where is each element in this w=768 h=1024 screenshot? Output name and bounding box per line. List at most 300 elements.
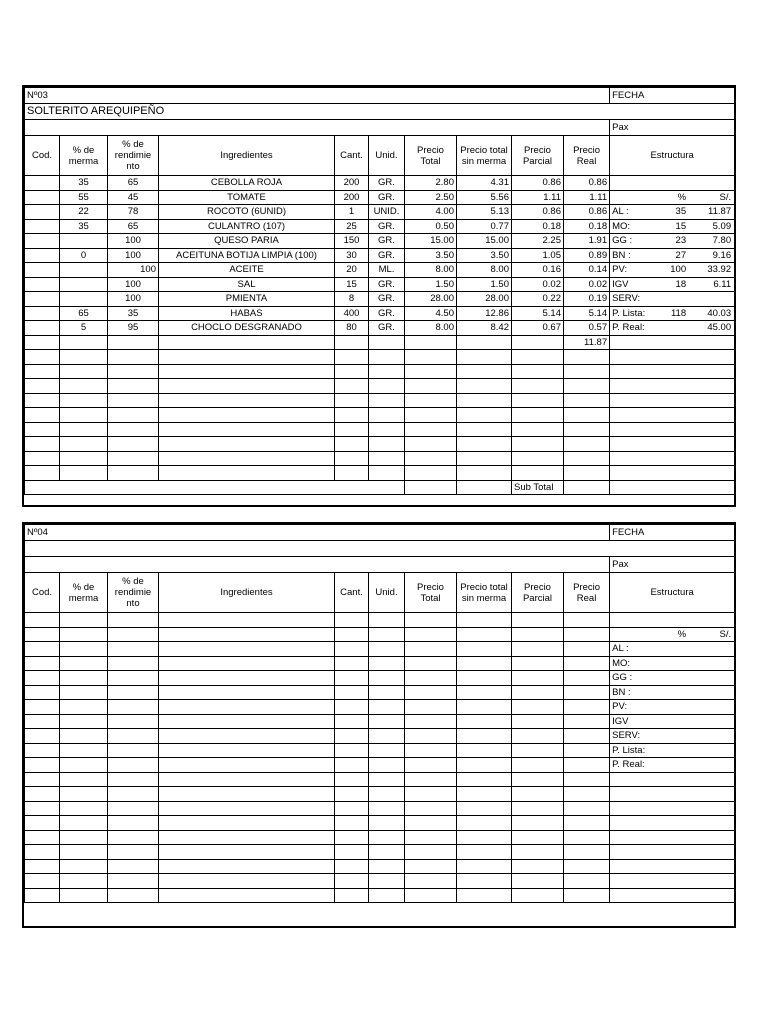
ingredient-row	[25, 700, 735, 715]
empty-cell	[369, 451, 405, 466]
empty-cell	[564, 656, 610, 671]
ingredient-cell: QUESO PARIA	[159, 234, 335, 249]
empty-cell	[60, 364, 108, 379]
column-headers	[25, 136, 735, 176]
estructura-cell	[610, 656, 735, 671]
empty-cell	[159, 642, 335, 657]
empty-cell	[512, 758, 564, 773]
empty-cell	[405, 379, 457, 394]
ingredient-row	[25, 642, 735, 657]
precio-total-cell: 2.50	[405, 190, 457, 205]
precio-sin-merma-cell: 3.50	[457, 248, 512, 263]
empty-cell	[457, 816, 512, 831]
empty-cell	[369, 613, 405, 628]
empty-cell	[457, 859, 512, 874]
precio-real-cell: 0.02	[564, 277, 610, 292]
empty-cell	[60, 642, 108, 657]
empty-cell	[610, 408, 735, 423]
empty-cell	[405, 830, 457, 845]
estructura-cell	[610, 700, 735, 715]
ingredient-row	[25, 205, 735, 220]
empty-cell	[159, 830, 335, 845]
empty-cell	[108, 700, 159, 715]
cant-cell: 20	[335, 263, 369, 278]
estructura-label: P. Real:	[612, 759, 645, 771]
empty-row	[25, 408, 735, 423]
ingredient-row	[25, 656, 735, 671]
subtotal-value	[564, 480, 610, 495]
empty-cell	[108, 801, 159, 816]
precio-sin-merma-cell: 15.00	[457, 234, 512, 249]
empty-cell	[564, 671, 610, 686]
estructura-label: SERV:	[612, 730, 641, 742]
empty-cell	[108, 816, 159, 831]
empty-cell	[159, 714, 335, 729]
ingredient-row	[25, 859, 735, 874]
estructura-percent	[664, 658, 686, 669]
empty-cell	[564, 816, 610, 831]
empty-cell	[564, 685, 610, 700]
precio-total-cell: 3.50	[405, 248, 457, 263]
cod-cell	[25, 263, 60, 278]
empty-cell	[25, 685, 60, 700]
rendimiento-cell: 100	[108, 263, 159, 278]
empty-cell	[25, 656, 60, 671]
empty-cell	[60, 743, 108, 758]
header-cant: Cant.	[335, 136, 369, 176]
empty-cell	[512, 743, 564, 758]
empty-cell	[25, 350, 60, 365]
empty-cell	[564, 801, 610, 816]
empty-cell	[108, 845, 159, 860]
precio-real-cell: 0.86	[564, 176, 610, 191]
empty-cell	[405, 671, 457, 686]
ingredient-row	[25, 845, 735, 860]
empty-cell	[369, 714, 405, 729]
empty-cell	[108, 642, 159, 657]
estructura-amount	[686, 658, 731, 669]
estructura-amount: 7.80	[712, 235, 732, 247]
estructura-percent	[664, 716, 686, 727]
empty-cell	[369, 350, 405, 365]
empty-cell	[564, 627, 610, 642]
estructura-label: GG :	[612, 235, 633, 247]
estructura-percent: 35	[675, 206, 687, 218]
estructura-percent	[664, 701, 686, 712]
precio-total-cell	[405, 335, 457, 350]
cant-cell: 8	[335, 292, 369, 307]
estructura-percent: %	[677, 628, 687, 640]
ingredient-row	[25, 758, 735, 773]
empty-cell	[60, 830, 108, 845]
empty-cell	[159, 787, 335, 802]
estructura-label: P. Real:	[612, 322, 645, 334]
empty-cell	[405, 859, 457, 874]
empty-cell	[369, 627, 405, 642]
empty-cell	[405, 627, 457, 642]
empty-cell	[108, 350, 159, 365]
pax-label: Pax	[610, 557, 735, 573]
precio-total-cell: 1.50	[405, 277, 457, 292]
estructura-cell	[610, 263, 735, 278]
header-estructura: Estructura	[610, 136, 735, 176]
empty-cell	[564, 830, 610, 845]
empty-cell	[512, 801, 564, 816]
estructura-label: PV:	[612, 264, 628, 276]
merma-cell: 22	[60, 205, 108, 220]
merma-cell: 35	[60, 219, 108, 234]
estructura-percent: 100	[670, 264, 687, 276]
empty-cell	[159, 772, 335, 787]
empty-cell	[564, 859, 610, 874]
empty-cell	[369, 772, 405, 787]
empty-cell	[159, 350, 335, 365]
empty-row	[25, 466, 735, 481]
empty-cell	[369, 758, 405, 773]
recipe-sheet-2	[22, 522, 736, 928]
empty-cell	[25, 437, 60, 452]
estructura-amount	[686, 687, 731, 698]
ingredient-row	[25, 729, 735, 744]
precio-real-cell: 1.11	[564, 190, 610, 205]
rendimiento-cell: 100	[108, 292, 159, 307]
empty-cell	[108, 729, 159, 744]
unid-cell: GR.	[369, 277, 405, 292]
estructura-percent	[664, 643, 686, 654]
empty-cell	[335, 859, 369, 874]
empty-cell	[159, 613, 335, 628]
cant-cell: 30	[335, 248, 369, 263]
empty-cell	[25, 671, 60, 686]
empty-cell	[564, 758, 610, 773]
precio-sin-merma-cell: 1.50	[457, 277, 512, 292]
precio-sin-merma-cell: 8.00	[457, 263, 512, 278]
empty-cell	[405, 642, 457, 657]
blank-cell	[25, 120, 610, 136]
blank-cell	[25, 557, 610, 573]
estructura-cell	[610, 627, 735, 642]
empty-cell	[25, 816, 60, 831]
empty-cell	[60, 613, 108, 628]
empty-cell	[610, 422, 735, 437]
empty-cell	[457, 758, 512, 773]
recipe-name	[25, 541, 735, 557]
ingredient-cell: CULANTRO (107)	[159, 219, 335, 234]
empty-cell	[457, 466, 512, 481]
precio-parcial-cell: 0.86	[512, 205, 564, 220]
empty-cell	[335, 830, 369, 845]
precio-parcial-cell: 0.02	[512, 277, 564, 292]
ingredient-row	[25, 219, 735, 234]
cod-cell	[25, 248, 60, 263]
unid-cell: GR.	[369, 306, 405, 321]
ingredient-cell: HABAS	[159, 306, 335, 321]
header-ingredientes: Ingredientes	[159, 136, 335, 176]
empty-cell	[564, 613, 610, 628]
empty-cell	[564, 466, 610, 481]
ingredient-row	[25, 321, 735, 336]
empty-cell	[60, 627, 108, 642]
header-estructura: Estructura	[610, 573, 735, 613]
estructura-amount: 9.16	[712, 249, 732, 261]
ingredient-row	[25, 248, 735, 263]
subtotal-row	[25, 480, 735, 495]
precio-parcial-cell: 2.25	[512, 234, 564, 249]
estructura-amount	[686, 759, 731, 770]
estructura-percent	[664, 687, 686, 698]
empty-cell	[610, 437, 735, 452]
empty-cell	[564, 874, 610, 889]
empty-cell	[564, 408, 610, 423]
empty-cell	[108, 758, 159, 773]
empty-cell	[564, 422, 610, 437]
estructura-label: BN :	[612, 249, 631, 261]
ingredient-row	[25, 234, 735, 249]
merma-cell: 5	[60, 321, 108, 336]
empty-row	[25, 393, 735, 408]
cant-cell: 80	[335, 321, 369, 336]
empty-cell	[25, 787, 60, 802]
ingredient-row	[25, 263, 735, 278]
blank-cell	[610, 480, 735, 495]
ingredient-row	[25, 714, 735, 729]
empty-cell	[610, 393, 735, 408]
header-cod: Cod.	[25, 573, 60, 613]
empty-cell	[335, 379, 369, 394]
ingredient-cell: SAL	[159, 277, 335, 292]
empty-cell	[457, 888, 512, 903]
empty-cell	[25, 874, 60, 889]
empty-cell	[512, 466, 564, 481]
rendimiento-cell	[108, 335, 159, 350]
empty-cell	[610, 888, 735, 903]
merma-cell: 65	[60, 306, 108, 321]
empty-cell	[405, 874, 457, 889]
empty-cell	[108, 422, 159, 437]
ingredient-row	[25, 772, 735, 787]
empty-cell	[405, 393, 457, 408]
merma-cell: 35	[60, 176, 108, 191]
estructura-cell	[610, 234, 735, 249]
empty-cell	[610, 801, 735, 816]
empty-cell	[405, 350, 457, 365]
empty-cell	[512, 613, 564, 628]
empty-cell	[108, 685, 159, 700]
ingredient-row	[25, 627, 735, 642]
empty-cell	[457, 437, 512, 452]
empty-cell	[405, 729, 457, 744]
cod-cell	[25, 292, 60, 307]
empty-cell	[610, 350, 735, 365]
empty-cell	[108, 393, 159, 408]
header-precio-parcial: Precio Parcial	[512, 136, 564, 176]
ingredient-row	[25, 874, 735, 889]
estructura-label	[612, 192, 664, 203]
header-unid: Unid.	[369, 573, 405, 613]
estructura-amount: 45.00	[707, 322, 732, 334]
empty-cell	[60, 787, 108, 802]
empty-cell	[25, 379, 60, 394]
ingredient-row	[25, 190, 735, 205]
empty-cell	[369, 729, 405, 744]
empty-cell	[457, 642, 512, 657]
ingredient-row	[25, 277, 735, 292]
precio-real-cell: 5.14	[564, 306, 610, 321]
empty-cell	[457, 801, 512, 816]
estructura-label: IGV	[612, 278, 629, 290]
estructura-percent: 27	[675, 249, 687, 261]
empty-cell	[457, 714, 512, 729]
empty-cell	[60, 772, 108, 787]
empty-cell	[60, 422, 108, 437]
estructura-label: MO:	[612, 657, 631, 669]
estructura-label: AL :	[612, 206, 629, 218]
precio-sin-merma-cell: 5.56	[457, 190, 512, 205]
empty-cell	[108, 656, 159, 671]
estructura-amount	[686, 701, 731, 712]
empty-cell	[512, 830, 564, 845]
estructura-label	[612, 629, 664, 640]
ingredient-cell: PMIENTA	[159, 292, 335, 307]
estructura-label: P. Lista:	[612, 307, 646, 319]
empty-cell	[335, 451, 369, 466]
empty-cell	[25, 772, 60, 787]
header-rendimiento: % de rendimie nto	[108, 573, 159, 613]
empty-cell	[335, 787, 369, 802]
empty-cell	[564, 364, 610, 379]
ingredient-row	[25, 292, 735, 307]
empty-cell	[457, 422, 512, 437]
cant-cell: 400	[335, 306, 369, 321]
empty-cell	[335, 743, 369, 758]
cant-cell: 200	[335, 176, 369, 191]
empty-cell	[369, 466, 405, 481]
ingredient-row	[25, 613, 735, 628]
empty-cell	[369, 422, 405, 437]
empty-cell	[512, 787, 564, 802]
empty-cell	[335, 656, 369, 671]
cod-cell	[25, 277, 60, 292]
empty-cell	[405, 845, 457, 860]
header-unid: Unid.	[369, 136, 405, 176]
empty-cell	[60, 874, 108, 889]
empty-cell	[335, 437, 369, 452]
empty-cell	[369, 408, 405, 423]
empty-cell	[25, 714, 60, 729]
empty-cell	[335, 422, 369, 437]
estructura-label: AL :	[612, 643, 629, 655]
empty-cell	[405, 656, 457, 671]
precio-total-cell: 28.00	[405, 292, 457, 307]
empty-cell	[335, 350, 369, 365]
empty-cell	[405, 613, 457, 628]
empty-cell	[335, 772, 369, 787]
rendimiento-cell: 45	[108, 190, 159, 205]
empty-cell	[159, 393, 335, 408]
estructura-cell	[610, 321, 735, 336]
empty-cell	[335, 627, 369, 642]
empty-cell	[369, 700, 405, 715]
ingredient-cell: ROCOTO (6UNID)	[159, 205, 335, 220]
estructura-cell	[610, 277, 735, 292]
precio-parcial-cell: 5.14	[512, 306, 564, 321]
precio-real-cell: 0.19	[564, 292, 610, 307]
cant-cell	[335, 335, 369, 350]
empty-cell	[60, 859, 108, 874]
rendimiento-cell: 100	[108, 234, 159, 249]
cant-cell: 150	[335, 234, 369, 249]
precio-real-cell: 1.91	[564, 234, 610, 249]
recipe-number: Nº04	[25, 525, 610, 541]
subtotal-label: Sub Total	[512, 480, 564, 495]
empty-cell	[512, 845, 564, 860]
empty-cell	[159, 801, 335, 816]
empty-cell	[369, 830, 405, 845]
recipe-table-1	[24, 87, 735, 495]
empty-cell	[335, 642, 369, 657]
cod-cell	[25, 306, 60, 321]
blank-cell	[405, 480, 457, 495]
empty-cell	[512, 364, 564, 379]
ingredient-cell: CEBOLLA ROJA	[159, 176, 335, 191]
empty-cell	[369, 437, 405, 452]
cod-cell	[25, 234, 60, 249]
empty-cell	[457, 451, 512, 466]
empty-cell	[335, 393, 369, 408]
empty-cell	[457, 772, 512, 787]
empty-cell	[369, 888, 405, 903]
estructura-cell	[610, 335, 735, 350]
merma-cell	[60, 277, 108, 292]
empty-cell	[335, 364, 369, 379]
empty-cell	[369, 642, 405, 657]
empty-cell	[159, 422, 335, 437]
empty-cell	[457, 393, 512, 408]
empty-cell	[610, 772, 735, 787]
estructura-amount: S/.	[719, 628, 732, 640]
ingredient-row	[25, 743, 735, 758]
estructura-percent: %	[677, 191, 687, 203]
empty-cell	[512, 408, 564, 423]
header-rendimiento: % de rendimie nto	[108, 136, 159, 176]
empty-cell	[512, 888, 564, 903]
pax-label: Pax	[610, 120, 735, 136]
estructura-cell	[610, 729, 735, 744]
empty-cell	[159, 364, 335, 379]
merma-cell	[60, 292, 108, 307]
estructura-cell	[610, 743, 735, 758]
header-cant: Cant.	[335, 573, 369, 613]
header-merma: % de merma	[60, 136, 108, 176]
empty-cell	[610, 451, 735, 466]
header-ingredientes: Ingredientes	[159, 573, 335, 613]
empty-cell	[405, 437, 457, 452]
estructura-label: P. Lista:	[612, 744, 646, 756]
empty-cell	[369, 656, 405, 671]
empty-cell	[159, 743, 335, 758]
empty-row	[25, 379, 735, 394]
unid-cell: GR.	[369, 248, 405, 263]
estructura-percent	[664, 672, 686, 683]
header-merma: % de merma	[60, 573, 108, 613]
unid-cell: GR.	[369, 234, 405, 249]
empty-cell	[335, 801, 369, 816]
estructura-percent	[664, 322, 686, 333]
empty-cell	[335, 408, 369, 423]
estructura-amount	[686, 745, 731, 756]
estructura-amount	[686, 293, 731, 304]
empty-cell	[159, 451, 335, 466]
